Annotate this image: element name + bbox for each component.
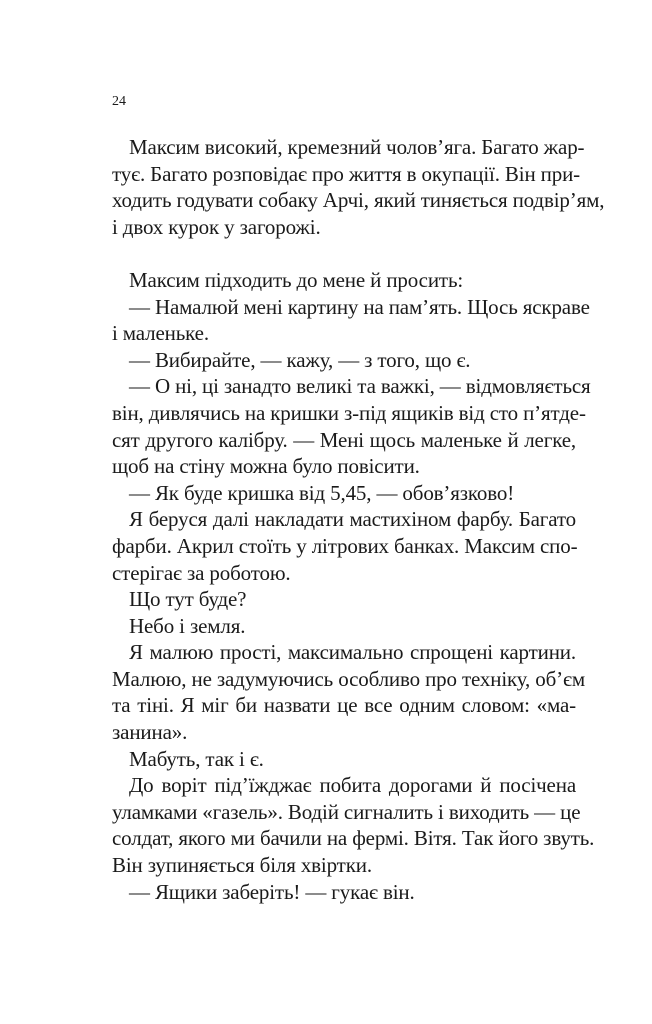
text-line: сят другого калібру. — Мені щось маленьке й легке, — [112, 427, 576, 452]
text-line: і маленьке. — [112, 321, 209, 346]
text-line: Мабуть, так і є. — [129, 746, 264, 771]
text-line: Малюю, не задумуючись особливо про техніку, об’єм — [112, 666, 585, 691]
text-line: — Намалюй мені картину на пам’ять. Щось яскраве — [129, 294, 590, 319]
text-line: — Ящики заберіть! — гукає він. — [129, 879, 415, 904]
text-line: фарби. Акрил стоїть у літрових банках. Максим спо- — [112, 533, 578, 558]
text-line: стерігає за роботою. — [112, 560, 291, 585]
text-line: — О ні, ці занадто великі та важкі, — відмовляється — [129, 374, 591, 399]
text-line: ходить годувати собаку Арчі, який тиняється подвір’ям, — [112, 188, 605, 213]
text-line: тує. Багато розповідає про життя в окупації. Він при- — [112, 161, 580, 186]
text-line: і двох курок у загорожі. — [112, 214, 321, 239]
body-text — [112, 134, 605, 905]
text-line: Я малюю прості, максимально спрощені картини. — [129, 640, 576, 665]
text-line: Я беруся далі накладати мастихіном фарбу. Багато — [129, 507, 576, 532]
page-number: 24 — [112, 94, 126, 109]
text-line: занина». — [112, 720, 188, 745]
text-line: — Вибирайте, — кажу, — з того, що є. — [129, 347, 471, 372]
text-line: та тіні. Я міг би назвати це все одним словом: «ма- — [112, 693, 576, 718]
text-line: Він зупиняється біля хвіртки. — [112, 853, 372, 878]
text-line: Максим підходить до мене й просить: — [129, 267, 464, 292]
text-line: — Як буде кришка від 5,45, — обов’язково! — [129, 480, 515, 505]
text-line: До воріт під’їжджає побита дорогами й посічена — [129, 773, 576, 798]
text-line: Небо і земля. — [129, 613, 246, 638]
text-line: Що тут буде? — [129, 587, 247, 612]
text-line: уламками «газель». Водій сигналить і виходить — це — [112, 799, 581, 824]
paragraph-gap — [112, 240, 576, 267]
text-line: Максим високий, кремезний чолов’яга. Багато жар- — [129, 135, 585, 159]
text-line: він, дивлячись на кришки з-під ящиків від сто п’ятде- — [112, 400, 586, 425]
text-line: щоб на стіну можна було повісити. — [112, 454, 420, 479]
text-line: солдат, якого ми бачили на фермі. Вітя. Так його звуть. — [112, 826, 595, 851]
